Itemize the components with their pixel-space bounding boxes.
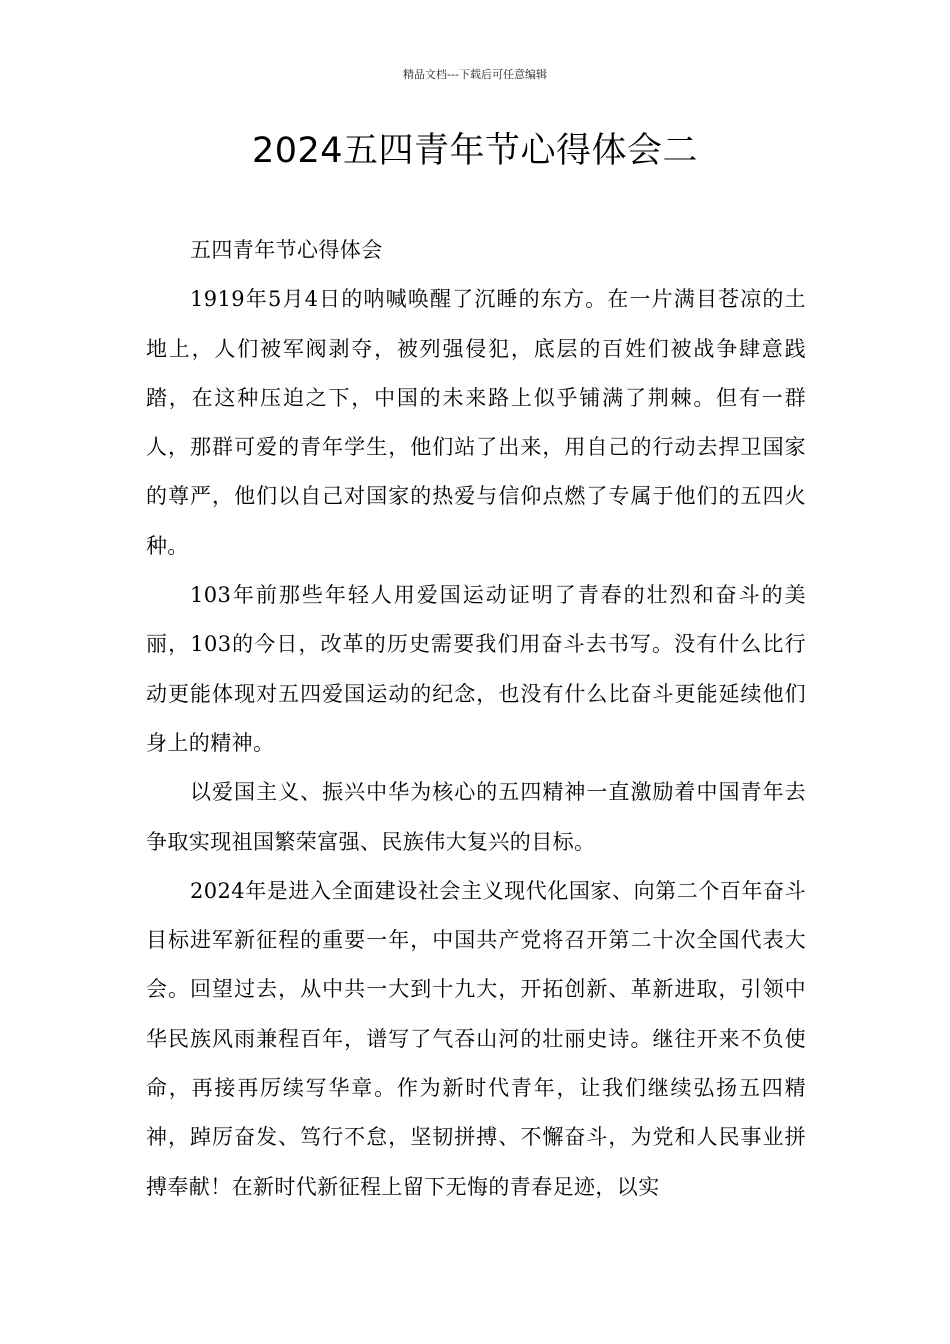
document-title: 2024五四青年节心得体会二: [251, 131, 699, 171]
paragraph-subtitle: 五四青年节心得体会: [190, 238, 383, 262]
paragraph: 2024年是进入全面建设社会主义现代化国家、向第二个百年奋斗目标进军新征程的重要一年，中国共产党将召开第二十次全国代表大会。回望过去，从中共一大到十九大，开拓创新、革新进取，引领中华民族风雨兼程百年，谱写了气吞山河的壮丽史诗。继往开来不负使命，再接再厉续写华章。作为新时代青年，让我们继续弘扬五四精神，踔厉奋发、笃行不怠，坚韧拼搏、不懈奋斗，为党和人民事业拼搏奉献！在新时代新征程上留下无悔的青春足迹，以实: [146, 878, 806, 1199]
document-body: [146, 226, 806, 1212]
paragraph: 103年前那些年轻人用爱国运动证明了青春的壮烈和奋斗的美丽，103的今日，改革的历史需要我们用奋斗去书写。没有什么比行动更能体现对五四爱国运动的纪念，也没有什么比奋斗更能延续他们身上的精神。: [146, 583, 806, 755]
paragraph: 以爱国主义、振兴中华为核心的五四精神一直激励着中国青年去争取实现祖国繁荣富强、民族伟大复兴的目标。: [146, 780, 806, 854]
paragraph: 1919年5月4日的呐喊唤醒了沉睡的东方。在一片满目苍凉的土地上，人们被军阀剥夺，被列强侵犯，底层的百姓们被战争肆意践踏，在这种压迫之下，中国的未来路上似乎铺满了荆棘。但有一群人，那群可爱的青年学生，他们站了出来，用自己的行动去捍卫国家的尊严，他们以自己对国家的热爱与信仰点燃了专属于他们的五四火种。: [146, 287, 806, 558]
header-note: 精品文档---下载后可任意编辑: [403, 68, 547, 81]
